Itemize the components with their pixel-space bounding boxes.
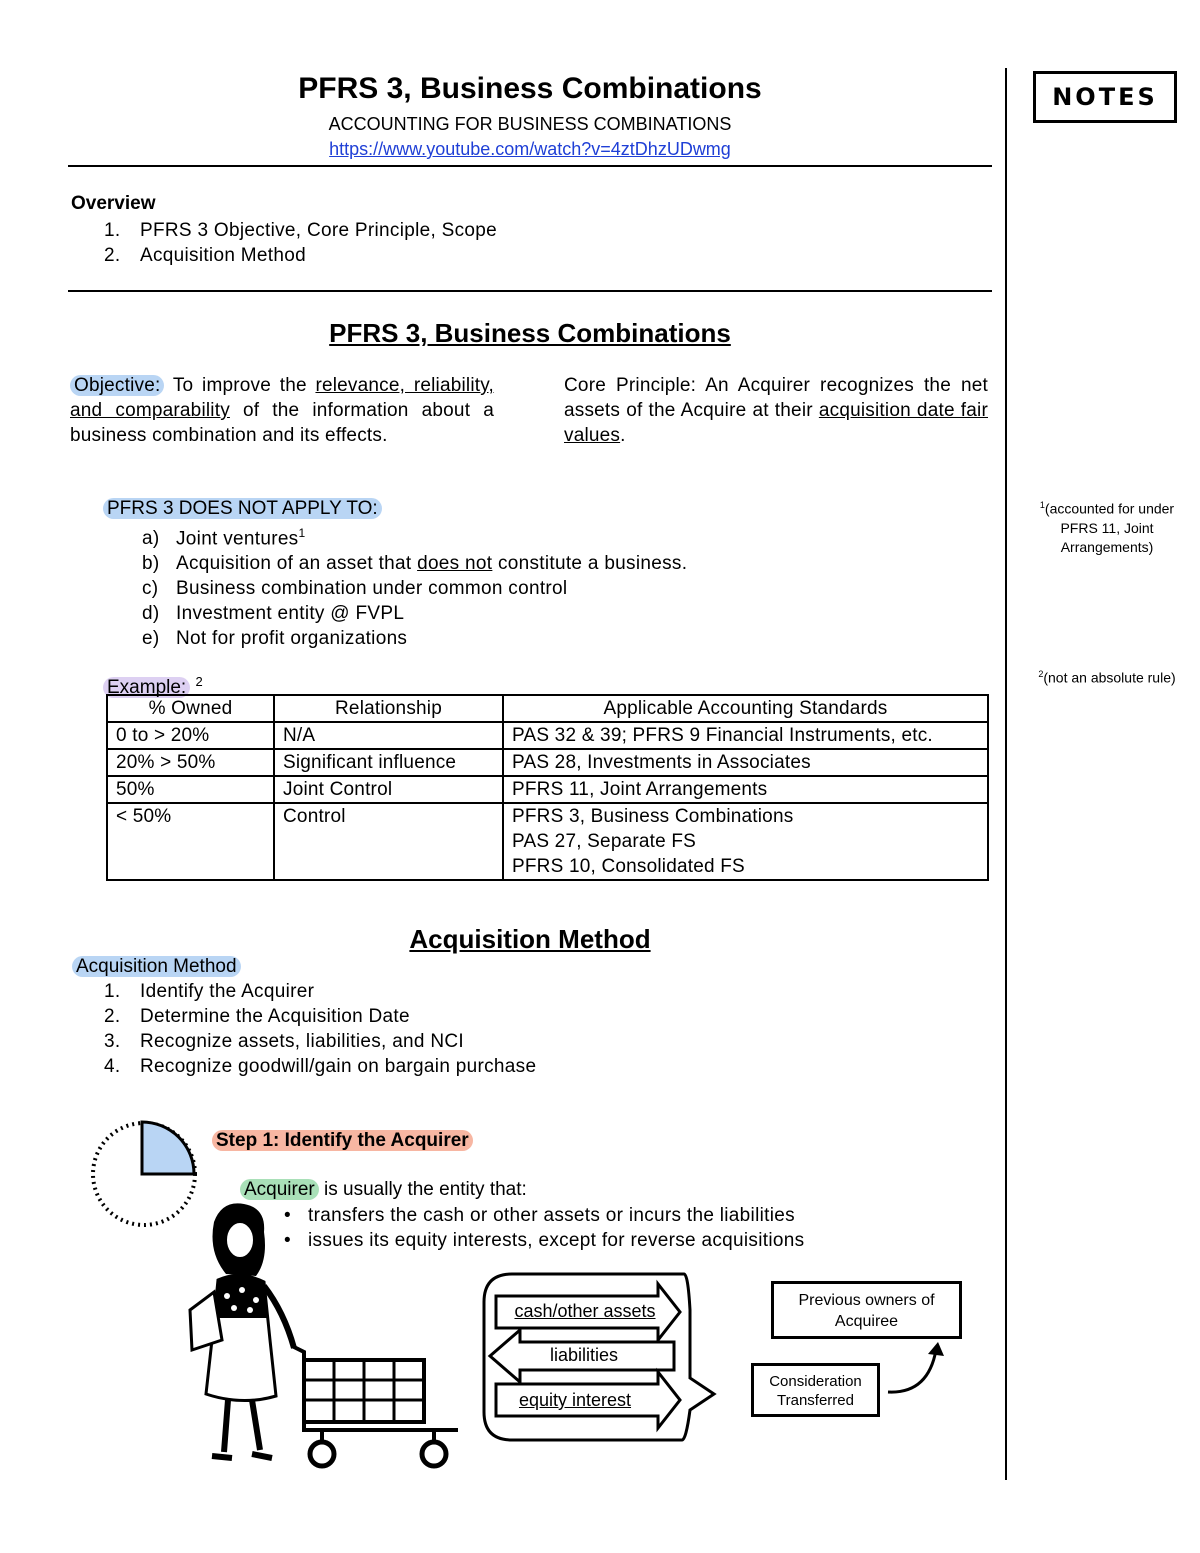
step1-heading: Step 1: Identify the Acquirer bbox=[212, 1128, 473, 1153]
acquisition-steps-list bbox=[104, 979, 536, 1079]
document-subtitle: ACCOUNTING FOR BUSINESS COMBINATIONS bbox=[328, 114, 732, 134]
acquirer-definition: Acquirer is usually the entity that: bbox=[240, 1177, 527, 1202]
objective-paragraph: Objective: To improve the relevance, reliability, and comparability of the information about a business combination and its effects. bbox=[70, 375, 495, 446]
notes-label: NOTES bbox=[1033, 71, 1177, 123]
table-header: % Owned bbox=[107, 695, 274, 722]
notes-column-divider bbox=[1005, 68, 1007, 1480]
video-link-line bbox=[68, 139, 992, 160]
previous-owners-box: Previous owners of Acquiree bbox=[771, 1281, 962, 1339]
table-header: Applicable Accounting Standards bbox=[503, 695, 988, 722]
overview-heading: Overview bbox=[71, 193, 156, 214]
list-item: • issues its equity interests, except for reverse acquisitions bbox=[284, 1230, 805, 1251]
table-row: 0 to > 20% N/A PAS 32 & 39; PFRS 9 Financial Instruments, etc. bbox=[107, 722, 988, 749]
list-item: b) Acquisition of an asset that does not constitute a business. bbox=[142, 553, 688, 575]
objective-label: Objective: bbox=[70, 375, 164, 396]
section-title-acquisition: Acquisition Method bbox=[409, 924, 651, 954]
list-item: d) Investment entity @ FVPL bbox=[142, 603, 405, 625]
table-row: < 50% Control PFRS 3, Business Combinations PAS 27, Separate FS PFRS 10, Consolidated FS bbox=[107, 803, 988, 880]
scope-heading: PFRS 3 DOES NOT APPLY TO: bbox=[103, 496, 382, 521]
list-item: 4. Recognize goodwill/gain on bargain purchase bbox=[104, 1056, 537, 1077]
footnote-2: $^2$(not an absolute rule) bbox=[1038, 669, 1176, 686]
example-heading: Example: $^2$ bbox=[103, 669, 203, 700]
list-item: 2. Determine the Acquisition Date bbox=[104, 1006, 410, 1027]
core-principle-paragraph: Core Principle: An Acquirer recognizes the net assets of the Acquire at their acquisition date fair values. bbox=[564, 375, 988, 446]
list-item: a) Joint ventures$^1$ bbox=[142, 526, 306, 550]
overview-list bbox=[104, 218, 497, 268]
section-title-pfrs3: PFRS 3, Business Combinations bbox=[329, 318, 731, 348]
consideration-box: Consideration Transferred bbox=[751, 1363, 880, 1417]
ownership-table bbox=[106, 694, 989, 881]
list-item: 1. PFRS 3 Objective, Core Principle, Scope bbox=[104, 220, 498, 241]
list-item: • transfers the cash or other assets or incurs the liabilities bbox=[284, 1205, 795, 1226]
table-row: 50% Joint Control PFRS 11, Joint Arrangements bbox=[107, 776, 988, 803]
shopper-with-cart-icon bbox=[172, 1200, 464, 1472]
table-row: 20% > 50% Significant influence PAS 28, Investments in Associates bbox=[107, 749, 988, 776]
document-title: PFRS 3, Business Combinations bbox=[298, 72, 762, 105]
acquisition-method-label: Acquisition Method bbox=[72, 954, 241, 979]
list-item: e) Not for profit organizations bbox=[142, 628, 408, 650]
table-header-row bbox=[107, 695, 988, 722]
list-item: 3. Recognize assets, liabilities, and NCI bbox=[104, 1031, 464, 1052]
equity-arrow-label: equity interest bbox=[518, 1390, 632, 1410]
table-header: Relationship bbox=[274, 695, 503, 722]
youtube-link[interactable]: https://www.youtube.com/watch?v=4ztDhzUDwmg bbox=[329, 139, 731, 159]
scope-list bbox=[142, 521, 687, 651]
header-divider bbox=[68, 165, 992, 167]
list-item: 1. Identify the Acquirer bbox=[104, 981, 315, 1002]
footnote-1: $^1$(accounted for under PFRS 11, Joint Arrangements) bbox=[1039, 500, 1175, 555]
curved-arrow-icon bbox=[884, 1340, 950, 1400]
list-item: c) Business combination under common control bbox=[142, 578, 568, 600]
liabilities-arrow-label: liabilities bbox=[549, 1345, 619, 1365]
cash-arrow-label: cash/other assets bbox=[514, 1301, 656, 1321]
list-item: 2. Acquisition Method bbox=[104, 245, 306, 266]
overview-divider bbox=[68, 290, 992, 292]
